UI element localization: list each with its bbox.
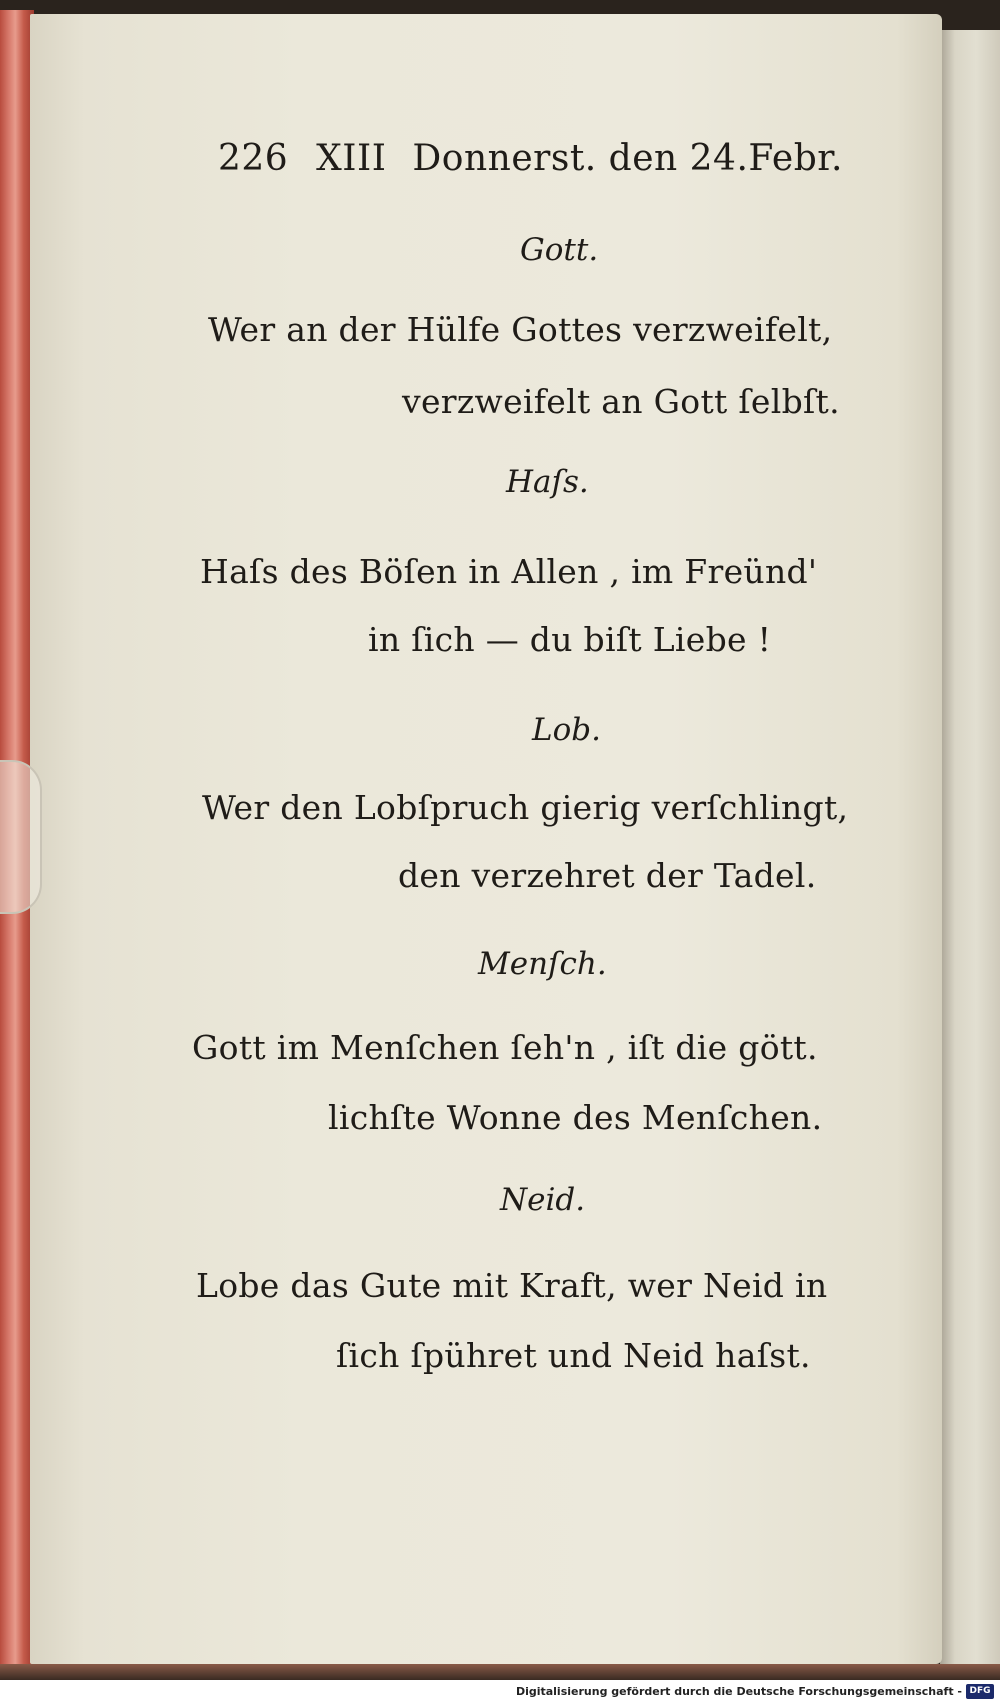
- entry-line: ſich ſpühret und Neid haſst.: [336, 1336, 811, 1375]
- page-clip: [0, 760, 42, 914]
- entry-line: lichſte Wonne des Menſchen.: [328, 1098, 823, 1137]
- dfg-logo: DFG: [966, 1684, 994, 1699]
- running-header: [218, 138, 843, 179]
- entry-line: Wer an der Hülfe Gottes verzweifelt,: [208, 310, 833, 349]
- digitization-footer: [0, 1680, 1000, 1704]
- entry-title: Haſs.: [506, 464, 589, 500]
- funding-credit: Digitalisierung gefördert durch die Deutsche Forschungsgemeinschaft -: [515, 1685, 962, 1698]
- book-page: [30, 14, 942, 1664]
- entry-title: Neid.: [500, 1182, 586, 1218]
- entry-line: den verzehret der Tadel.: [398, 856, 817, 895]
- entry-line: Lobe das Gute mit Kraft, wer Neid in: [196, 1266, 828, 1305]
- page-number: 226: [218, 138, 289, 179]
- header-date: Donnerst. den 24.Febr.: [412, 138, 843, 179]
- entry-line: Gott im Menſchen ſeh'n , iſt die gött.: [192, 1028, 818, 1067]
- entry-line: Wer den Lobſpruch gierig verſchlingt,: [202, 788, 849, 827]
- entry-title: Gott.: [520, 232, 599, 268]
- entry-line: verzweifelt an Gott ſelbſt.: [402, 382, 840, 421]
- entry-title: Lob.: [532, 712, 601, 748]
- section-number: XIII: [316, 138, 387, 179]
- entry-line: in ſich — du biſt Liebe !: [368, 620, 772, 659]
- entry-line: Haſs des Böſen in Allen , im Freünd': [200, 552, 818, 591]
- entry-title: Menſch.: [478, 946, 607, 982]
- facing-page-edge: [940, 30, 1000, 1670]
- page-bottom-edge: [0, 1664, 1000, 1680]
